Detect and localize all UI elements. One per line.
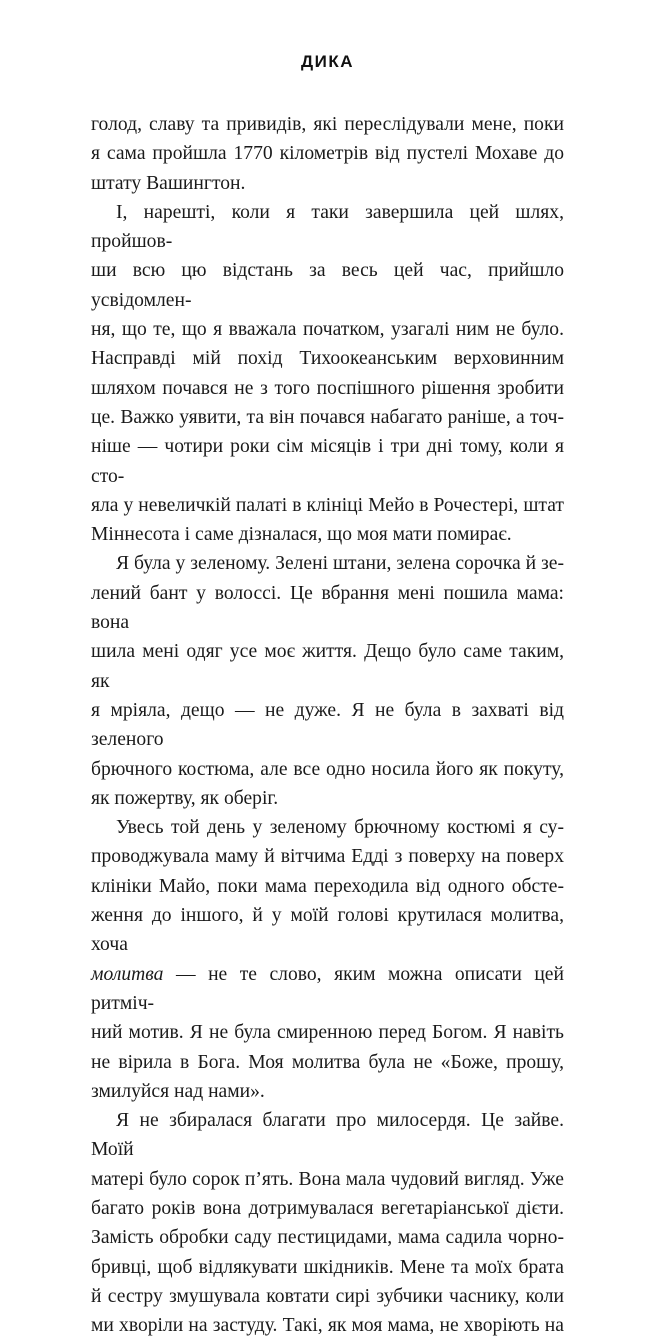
text-line: ня, що те, що я вважала початком, узагалі ним не було. bbox=[91, 319, 564, 341]
text-line: бривці, щоб відлякувати шкідників. Мене та моїх брата bbox=[91, 1256, 564, 1278]
text-line: й сестру змушувала ковтати сирі зубчики часнику, коли bbox=[91, 1285, 564, 1307]
text-line: я мріяла, дещо — не дуже. Я не була в захваті від зеленого bbox=[91, 699, 564, 751]
text-line: я сама пройшла 1770 кілометрів від пустелі Мохаве до bbox=[91, 143, 564, 165]
text-line: ши всю цю відстань за весь цей час, прийшло усвідомлен- bbox=[91, 260, 564, 311]
text-line-rest: — не те слово, яким можна описати цей ритміч- bbox=[91, 963, 564, 1014]
text-line: ніше — чотири роки сім місяців і три дні тому, коли я сто- bbox=[91, 436, 564, 487]
text-line: Замість обробки саду пестицидами, мама садила чорно- bbox=[91, 1227, 564, 1249]
text-line: ми хворіли на застуду. Такі, як моя мама, не хворіють на bbox=[91, 1315, 564, 1337]
text-line: клініки Майо, поки мама переходила від одного обсте- bbox=[91, 875, 564, 897]
text-line: брючного костюма, але все одно носила його як покуту, bbox=[91, 758, 564, 780]
text-line bbox=[91, 960, 564, 1019]
text-line: І, нарешті, коли я таки завершила цей шлях, пройшов- bbox=[91, 201, 564, 253]
text-line: голод, славу та привидів, які переслідували мене, поки bbox=[91, 114, 564, 135]
text-line: змилуйся над нами». bbox=[91, 1080, 265, 1102]
text-line: ний мотив. Я не була смиренною перед Богом. Я навіть bbox=[91, 1022, 564, 1044]
text-line: це. Важко уявити, та він почався набагато раніше, а точ- bbox=[91, 406, 564, 428]
running-head-title: ДИКА bbox=[301, 52, 354, 71]
text-line: Я була у зеленому. Зелені штани, зелена сорочка й зе- bbox=[116, 553, 564, 575]
text-line: лений бант у волоссі. Це вбрання мені пошила мама: вона bbox=[91, 582, 564, 634]
text-line: Я не збиралася благати про милосердя. Це зайве. Моїй bbox=[91, 1110, 564, 1161]
text-line: проводжувала маму й вітчима Едді з поверху на поверх bbox=[91, 846, 564, 868]
text-line: Увесь той день у зеленому брючному костюмі я су- bbox=[116, 817, 564, 839]
text-line: Насправді мій похід Тихоокеанським верховинним bbox=[91, 348, 564, 370]
text-line: як пожертву, як оберіг. bbox=[91, 787, 279, 809]
text-line: не вірила в Бога. Моя молитва була не «Боже, прошу, bbox=[91, 1051, 564, 1073]
text-line: шляхом почався не з того поспішного рішення зробити bbox=[91, 377, 564, 399]
text-line: ження до іншого, й у моїй голові крутилася молитва, хоча bbox=[91, 905, 564, 956]
italic-word: молитва bbox=[91, 963, 164, 985]
body-text bbox=[91, 110, 564, 1340]
text-line: шила мені одяг усе моє життя. Дещо було саме таким, як bbox=[91, 641, 564, 692]
text-line: багато років вона дотримувалася вегетаріанської дієти. bbox=[91, 1197, 564, 1219]
text-line: штату Вашингтон. bbox=[91, 172, 246, 194]
text-line: яла у невеличкій палаті в клініці Мейо в Рочестері, штат bbox=[91, 494, 564, 516]
text-line: матері було сорок п’ять. Вона мала чудовий вигляд. Уже bbox=[91, 1168, 564, 1190]
text-line: Міннесота і саме дізналася, що моя мати помирає. bbox=[91, 524, 512, 546]
